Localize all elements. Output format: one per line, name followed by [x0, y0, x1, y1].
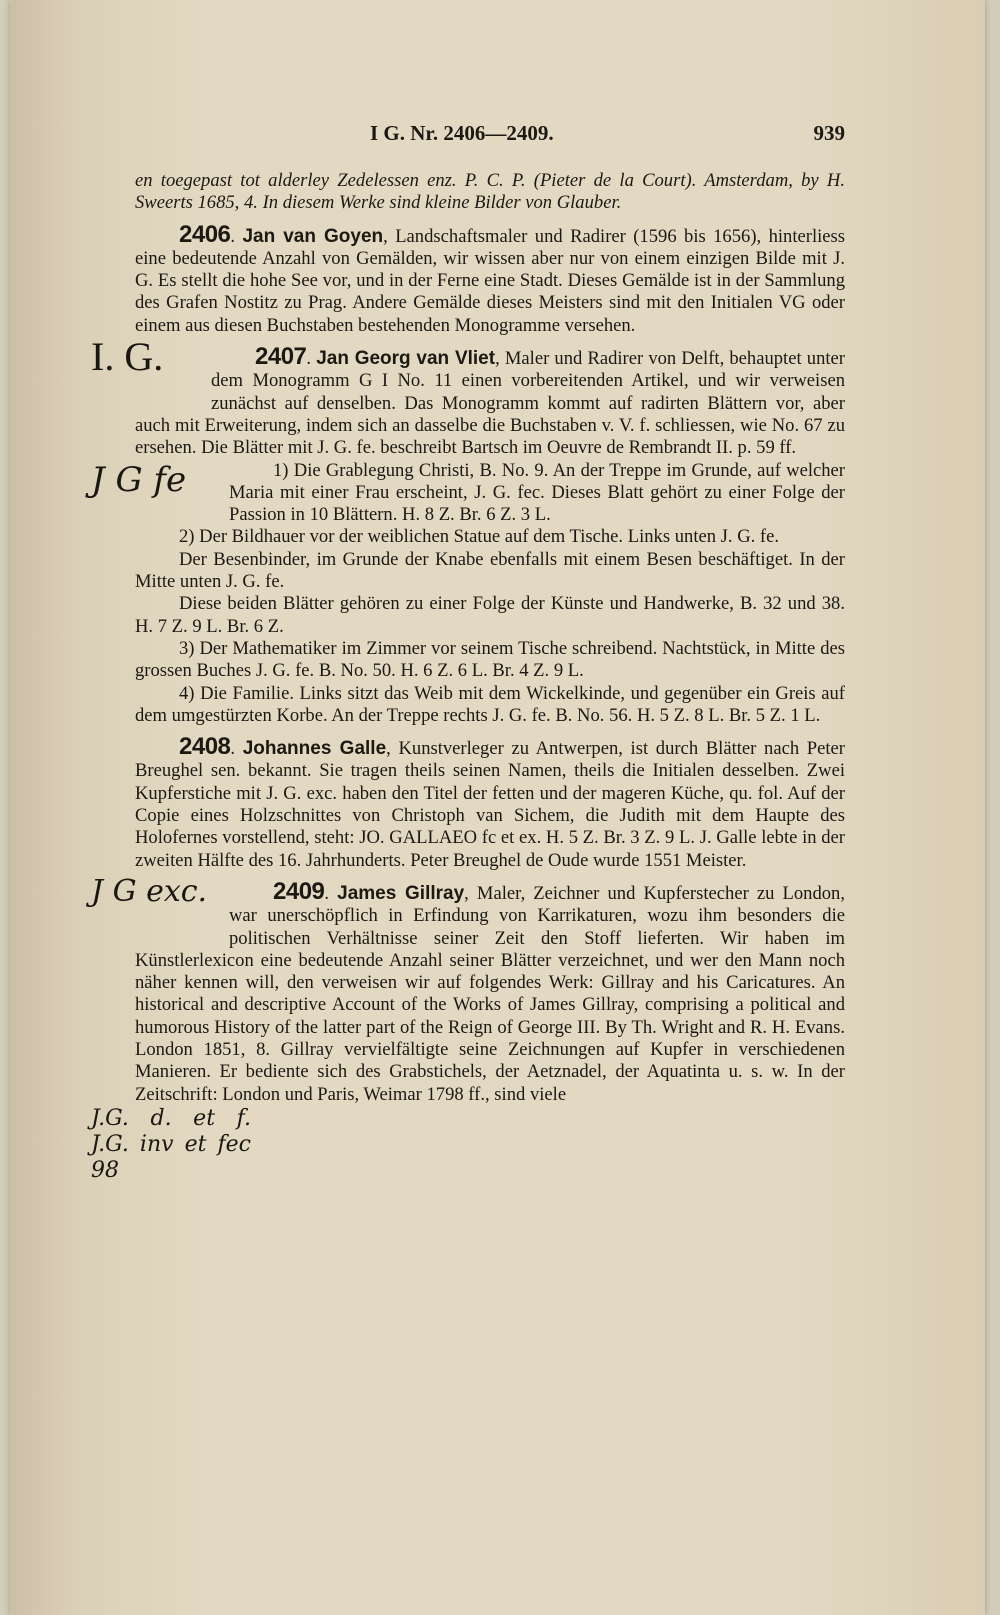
entry-paragraph: 4) Die Familie. Links sitzt das Weib mit dem Wickelkinde, und gegenüber ein Greis auf dem umgestürzten Korbe. An der Treppe rechts J. G. fe. B. No. 56. H. 5 Z. 8 L. Br. 5 Z. 1 L. [135, 682, 845, 726]
entry-text: , Landschaftsmaler und Radirer (1596 bis 1656), hinterliess eine bedeutende Anzahl von Gemälden, wir wissen aber nur von einem einzigen Bilde mit J. G. Es stellt die hohe See vor, und in der Ferne eine Stadt. Dieses Gemälde ist in der Sammlung des Grafen Nostitz zu Prag. Andere Gemälde dieses Meisters sind mit den Initialen VG oder einem aus diesen Buchstaben bestehenden Monogramme versehen. [135, 225, 845, 336]
running-header [135, 121, 845, 151]
page-number: 939 [813, 121, 845, 145]
artist-name: Jan van Goyen [242, 225, 384, 247]
entry-number: 2409 [273, 877, 325, 905]
entry-2409: 2409. James Gillray, Maler, Zeichner und Kupferstecher zu London, war unerschöpflich in Erfindung von Karrikaturen, wozu ihm besonders die politischen Verhältnisse seiner Zeit den Stoff lieferten. Wir haben im Künstlerlexicon eine bedeutende Anzahl seiner Blätter verzeichnet, und wer den Mann noch näher kennen will, den verweisen wir auf folgendes Werk: Gillray and his Caricatures. An historical and descriptive Account of the Works of James Gillray, comprising a political and humorous History of the latter part of the Reign of George III. By Th. Wright and R. H. Evans. London 1851, 8. Gillray vervielfältigte seine Zeichnungen auf Kupfer in verschiedenen Manieren. Er bediente sich des Grabstichels, der Aetznadel, der Aquatinta u. s. w. In der Zeitschrift: London und Paris, Weimar 1798 ff., sind viele [135, 877, 845, 1105]
entry-2407: 2407. Jan Georg van Vliet, Maler und Radirer von Delft, behauptet unter dem Monogramm G I No. 11 einen vorbereitenden Artikel, und wir verweisen zunächst auf denselben. Das Monogramm kommt auf radirten Blättern vor, aber auch mit Erweiterung, indem sich an dasselbe die Buchstaben v. V. f. schliessen, wie No. 67 zu ersehen. Die Blätter mit J. G. fe. beschreibt Bartsch im Oeuvre de Rembrandt II. p. 59 ff. [135, 343, 845, 459]
monogram-2406: I. G. [91, 334, 164, 380]
entry-paragraph: 3) Der Mathematiker im Zimmer vor seinem Tische schreibend. Nachtstück, in Mitte des grossen Buches J. G. fe. B. No. 50. H. 6 Z. 6 L. Br. 4 Z. 9 L. [135, 637, 845, 682]
entry-2406: 2406. Jan van Goyen, Landschaftsmaler und Radirer (1596 bis 1656), hinterliess eine bedeutende Anzahl von Gemälden, wir wissen aber nur von einem einzigen Bilde mit J. G. Es stellt die hohe See vor, und in der Ferne eine Stadt. Dieses Gemälde ist in der Sammlung des Grafen Nostitz zu Prag. Andere Gemälde dieses Meisters sind mit den Initialen VG oder einem aus diesen Buchstaben bestehenden Monogramme versehen. [135, 220, 845, 336]
artist-name: Johannes Galle [242, 738, 387, 760]
entry-text: , Maler, Zeichner und Kupferstecher zu London, war unerschöpflich in Erfindung von Karrikaturen, wozu ihm besonders die politischen Verhältnisse seiner Zeit den Stoff lieferten. Wir haben im Künstlerlexicon eine bedeutende Anzahl seiner Blätter verzeichnet, und wer den Mann noch näher kennen will, den verweisen wir auf folgendes Werk: Gillray and his Caricatures. An historical and descriptive Account of the Works of James Gillray, comprising a political and humorous History of the latter part of the Reign of George III. By Th. Wright and R. H. Evans. London 1851, 8. Gillray vervielfältigte seine Zeichnungen auf Kupfer in verschiedenen Manieren. Er bediente sich des Grabstichels, der Aetznadel, der Aquatinta u. s. w. In der Zeitschrift: London und Paris, Weimar 1798 ff., sind viele [135, 882, 845, 1105]
entry-number: 2407 [255, 343, 307, 371]
entry-paragraph: 2) Der Bildhauer vor der weiblichen Statue auf dem Tische. Links unten J. G. fe. [179, 526, 780, 548]
monogram-2408: J G exc. [91, 873, 208, 909]
entry-paragraph: Der Besenbinder, im Grunde der Knabe ebenfalls mit einem Besen beschäftiget. In der Mitte unten J. G. fe. [135, 548, 845, 593]
entry-2408: 2408. Johannes Galle, Kunstverleger zu Antwerpen, ist durch Blätter nach Peter Breughel sen. bekannt. Sie tragen theils seinen Namen, theils die Initialen desselben. Zwei Kupferstiche mit J. G. exc. haben den Titel der fetten und der mageren Küche, qu. fol. Auf der Copie eines Holzschnittes von Christoph van Sichem, die Judith mit dem Haupte des Holofernes vorstellend, steht: JO. GALLAEO fc et ex. H. 5 Z. Br. 3 Z. 9 L. J. Galle lebte in der zweiten Hälfte des 16. Jahrhunderts. Peter Breughel de Oude wurde 1551 Meister. [135, 733, 845, 871]
entry-text: , Maler und Radirer von Delft, behauptet unter dem Monogramm G I No. 11 einen vorbereitenden Artikel, und wir verweisen zunächst auf denselben. Das Monogramm kommt auf radirten Blättern vor, aber auch mit Erweiterung, indem sich an dasselbe die Buchstaben v. V. f. schliessen, wie No. 67 zu ersehen. Die Blätter mit J. G. fe. beschreibt Bartsch im Oeuvre de Rembrandt II. p. 59 ff. [135, 348, 845, 459]
artist-name: Jan Georg van Vliet [316, 348, 496, 370]
header-title: I G. Nr. 2406—2409. [370, 121, 554, 145]
artist-name: James Gillray [337, 882, 465, 904]
entry-number: 2406 [179, 220, 231, 248]
entry-text: , Kunstverleger zu Antwerpen, ist durch Blätter nach Peter Breughel sen. bekannt. Sie tragen theils seinen Namen, theils die Initialen desselben. Zwei Kupferstiche mit J. G. exc. haben den Titel der fetten und der mageren Küche, qu. fol. Auf der Copie eines Holzschnittes von Christoph van Sichem, die Judith mit dem Haupte des Holofernes vorstellend, steht: JO. GALLAEO fc et ex. H. 5 Z. Br. 3 Z. 9 L. J. Galle lebte in der zweiten Hälfte des 16. Jahrhunderts. Peter Breughel de Oude wurde 1551 Meister. [135, 738, 845, 871]
entry-number: 2408 [179, 733, 231, 761]
intro-paragraph: en toegepast tot alderley Zedelessen enz. P. C. P. (Pieter de la Court). Amsterdam, by H. Sweerts 1685, 4. In diesem Werke sind kleine Bilder von Glauber. [135, 170, 845, 214]
entry-paragraph: 1) Die Grablegung Christi, B. No. 9. An der Treppe im Grunde, auf welcher Maria mit einer Frau erscheint, J. G. fec. Dieses Blatt gehört zu einer Folge der Passion in 10 Blättern. H. 8 Z. Br. 6 Z. 3 L. [229, 459, 845, 526]
page-body [91, 170, 845, 1194]
book-page [10, 0, 985, 1615]
monogram-2409: J.G. d. et f. J.G. inv et fec 98 [91, 1105, 251, 1183]
monogram-2407: J G fe [91, 459, 187, 500]
entry-paragraph: Diese beiden Blätter gehören zu einer Folge der Künste und Handwerke, B. 32 und 38. H. 7 Z. 9 L. Br. 6 Z. [135, 593, 845, 637]
